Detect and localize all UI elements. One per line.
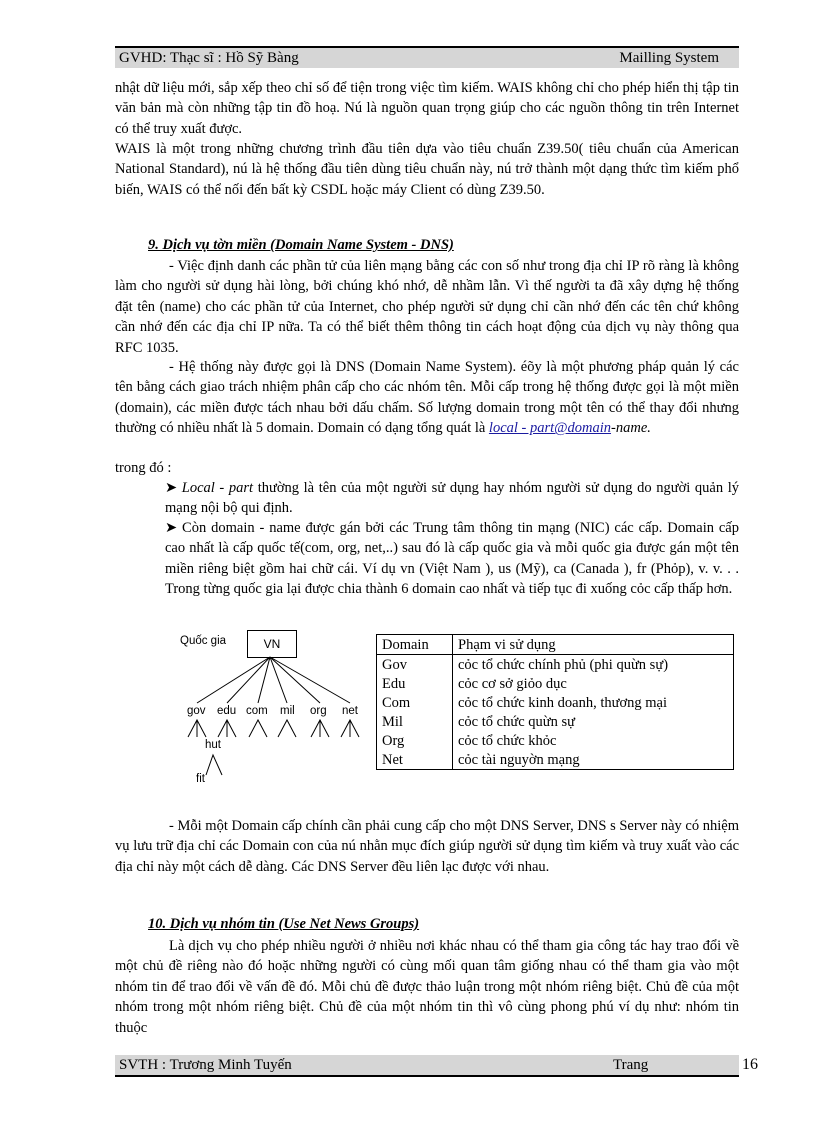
- tree-child-org: org: [310, 705, 327, 717]
- table-cell: Org: [377, 731, 453, 750]
- table-row: [377, 674, 734, 693]
- tree-child-com: com: [246, 705, 268, 717]
- bullet-1: ➤ Local - part thường là tên của một người sử dụng hay nhóm người sử dụng do người quản lý mạng nội bộ qui định.: [165, 480, 740, 517]
- table-cell: cỏc tổ chức chính phủ (phi quừn sự): [453, 655, 734, 675]
- table-cell: cỏc tài nguyờn mạng: [453, 750, 734, 770]
- table-row: [377, 655, 734, 675]
- paragraph-3: - Việc định danh các phần tử của liên mạng bằng các con số như trong địa chỉ IP rõ ràng là không làm cho người sử dụng hài lòng, bởi chúng khó nhớ, dễ nhầm lẫn. Vì thế người ta đã xây dựng hệ thống đặt tên (name) cho các phần tử của Internet, cho phép người sử dụng chỉ cần nhớ đến các tên chứ không cần nhớ đến các địa chỉ IP nữa. Ta có thể biết thêm thông tin cách hoạt động của dịch vụ này thông qua RFC 1035.: [115, 258, 739, 356]
- table-cell: Edu: [377, 674, 453, 693]
- table-cell: Com: [377, 693, 453, 712]
- table-cell: Net: [377, 750, 453, 770]
- table-row: [377, 693, 734, 712]
- table-cell: cỏc tổ chức quừn sự: [453, 712, 734, 731]
- header-left: GVHD: Thạc sĩ : Hồ Sỹ Bàng: [119, 50, 299, 66]
- tree-child-gov: gov: [187, 705, 206, 717]
- table-header-row: [377, 635, 734, 655]
- tree-child-mil: mil: [280, 705, 295, 717]
- trong-do: trong đó :: [115, 460, 172, 476]
- page-header: [115, 46, 739, 68]
- paragraph-4-text: - Hệ thống này được gọi là DNS (Domain Name System). éõy là một phương pháp quản lý các tên bằng cách giao trách nhiệm phân cấp cho các nhóm tên. Mỗi cấp trong hệ thống được gọi là một miền (domain), các miền được tách nhau bởi dấu chấm. Số lượng domain trong một tên có thể thay đổi nhưng thường có nhiều nhất là 5 domain. Domain có dạng tổng quát là: [115, 359, 739, 437]
- tree-sub-hut: hut: [205, 739, 221, 751]
- table-cell: Gov: [377, 655, 453, 675]
- tree-child-edu: edu: [217, 705, 237, 717]
- bullet-2: ➤ Còn domain - name được gán bởi các Trung tâm thông tin mạng (NIC) các cấp. Domain cấp cao nhất là cấp quốc tế(com, org, net,..) sau đó là cấp quốc gia và mỗi quốc gia được gán một tên miền riêng biệt gồm hai chữ cái. Ví dụ vn (Việt Nam ), us (Mỹ), ca (Canada ), fr (Phỏp), v. v. . . Trong từng quốc gia lại được chia thành 6 domain cao nhất và tiếp tục đi xuống cỏc cấp thấp hơn.: [165, 520, 739, 598]
- tree-leaf-fit: fit: [196, 773, 205, 785]
- table-header: Domain: [377, 635, 453, 655]
- table-cell: cỏc cơ sở giỏo dục: [453, 674, 734, 693]
- format-link[interactable]: local - part@domain: [488, 420, 612, 437]
- paragraph-6: Là dịch vụ cho phép nhiều người ở nhiều nơi khác nhau có thể tham gia công tác hay trao đổi về một chủ đề riêng nào đó hoặc những người có cùng mối quan tâm giống nhau có thể tham gia vào một nhóm tin để trao đổi về vấn đề đó. Mỗi chủ đề được thảo luận trong một nhóm riêng biệt. Chủ đề của một nhóm trong một nhóm riêng biệt. Chủ đề của một nhóm tin thì vô cùng phong phú ví dụ như: nhóm tin thuộc: [115, 938, 739, 1036]
- tree-child-net: net: [342, 705, 358, 717]
- domain-table: [376, 634, 734, 770]
- format-tail: -name.: [611, 420, 651, 437]
- table-row: [377, 731, 734, 750]
- bullet-1-em: Local - part: [181, 480, 254, 496]
- paragraph-1: nhật dữ liệu mới, sắp xếp theo chỉ số để tiện trong việc tìm kiếm. WAIS không chỉ cho phép hiển thị tập tin văn bản mà còn những tập tin đồ hoạ. Nú là nguồn quan trọng giúp cho các nguồn thông tin trên Internet có thể truy xuất được.: [115, 80, 739, 137]
- paragraph-2: WAIS là một trong những chương trình đầu tiên dựa vào tiêu chuẩn Z39.50( tiêu chuẩn của American National Standard), nú là hệ thống đầu tiên dùng tiêu chuẩn này, nú trở thành một dạng thức tìm kiếm phổ biến, WAIS có thể nối đến bất kỳ CSDL hoặc máy Client có dùng Z39.50.: [115, 141, 739, 198]
- page-number: 16: [742, 1056, 758, 1073]
- footer-label: Trang: [613, 1057, 649, 1073]
- section-9-title: 9. Dịch vụ tờn miền (Domain Name System - DNS): [148, 237, 454, 253]
- footer-left: SVTH : Trương Minh Tuyến: [119, 1057, 292, 1073]
- tree-label: Quốc gia: [180, 635, 227, 647]
- bullet-1-text: thường là tên của một người sử dụng hay nhóm người sử dụng do người quản lý mạng nội bộ qui định.: [165, 480, 740, 517]
- bullet-2-text: Còn domain - name được gán bởi các Trung tâm thông tin mạng (NIC) các cấp. Domain cấp cao nhất là cấp quốc tế(com, org, net,..) sau đó là cấp quốc gia và mỗi quốc gia được gán một tên miền riêng biệt gồm hai chữ cái. Ví dụ vn (Việt Nam ), us (Mỹ), ca (Canada ), fr (Phỏp), v. v. . . Trong từng quốc gia lại được chia thành 6 domain cao nhất và tiếp tục đi xuống cỏc cấp thấp hơn.: [165, 520, 739, 598]
- table-cell: cỏc tổ chức khỏc: [453, 731, 734, 750]
- section-10-title: 10. Dịch vụ nhóm tin (Use Net News Groups): [148, 916, 420, 932]
- domain-tree-diagram: [170, 625, 370, 795]
- page-footer: [115, 1055, 739, 1077]
- paragraph-4: [115, 357, 739, 439]
- table-cell: Mil: [377, 712, 453, 731]
- header-right: Mailling System: [619, 50, 719, 66]
- table-row: [377, 712, 734, 731]
- tree-root: VN: [247, 630, 297, 658]
- table-row: [377, 750, 734, 770]
- table-cell: cỏc tổ chức kinh doanh, thương mại: [453, 693, 734, 712]
- table-header: Phạm vi sử dụng: [453, 635, 734, 655]
- paragraph-5: - Mỗi một Domain cấp chính cần phải cung cấp cho một DNS Server, DNS s Server này có nhiệm vụ lưu trữ địa chỉ các Domain con của nú nhằn mục đích giúp người sử dụng tìm kiếm và truy xuất vào các địa chỉ này một cách dễ dàng. Các DNS Server đều liên lạc được với nhau.: [115, 818, 739, 875]
